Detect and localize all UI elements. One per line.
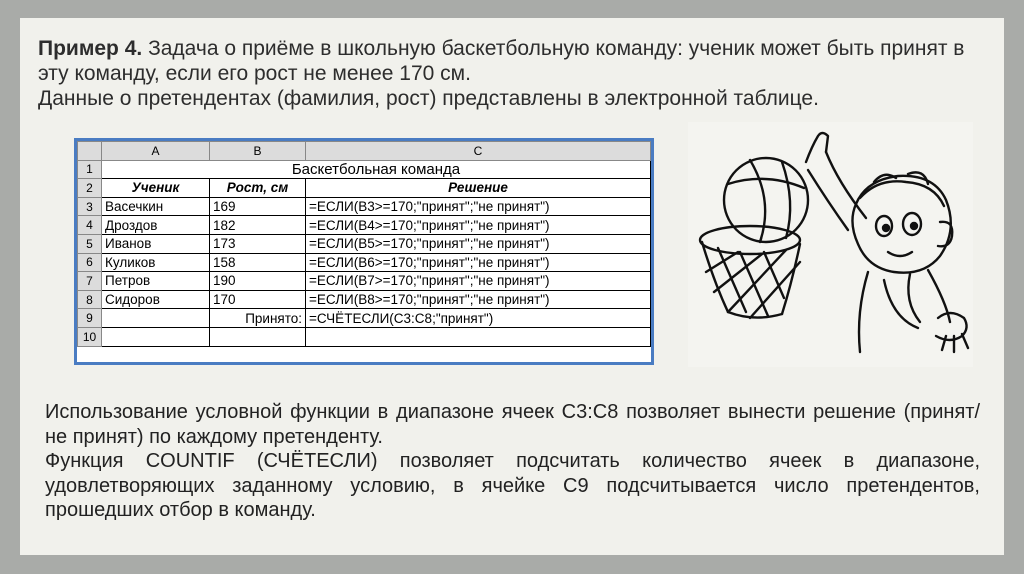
cell-height: 158 bbox=[210, 253, 306, 272]
column-header-row bbox=[78, 142, 651, 161]
cell-height: 173 bbox=[210, 234, 306, 253]
cell-empty bbox=[210, 327, 306, 346]
table-row bbox=[78, 160, 651, 179]
cell-name: Васечкин bbox=[102, 197, 210, 216]
cell-height: 170 bbox=[210, 290, 306, 309]
row-number: 4 bbox=[78, 216, 102, 235]
table-row bbox=[78, 179, 651, 198]
cell-formula: =ЕСЛИ(B5>=170;"принят";"не принят") bbox=[306, 234, 651, 253]
countif-formula: =СЧЁТЕСЛИ(C3:C8;"принят") bbox=[306, 309, 651, 328]
table-row bbox=[78, 327, 651, 346]
cell-height: 169 bbox=[210, 197, 306, 216]
cell-empty bbox=[306, 327, 651, 346]
cell-name: Петров bbox=[102, 272, 210, 291]
cell-name: Иванов bbox=[102, 234, 210, 253]
cell-empty bbox=[102, 309, 210, 328]
row-number: 2 bbox=[78, 179, 102, 198]
row-number: 5 bbox=[78, 234, 102, 253]
description-p2: Функция COUNTIF (СЧЁТЕСЛИ) позволяет подсчитать количество ячеек в диапазоне, удовлетворяющих заданному условию, в ячейке C9 подсчитывается число претендентов, прошедших отбор в команду. bbox=[45, 450, 980, 521]
cell-height: 190 bbox=[210, 272, 306, 291]
cell-formula: =ЕСЛИ(B7>=170;"принят";"не принят") bbox=[306, 272, 651, 291]
table-row bbox=[78, 234, 651, 253]
row-number: 8 bbox=[78, 290, 102, 309]
col-header-a: A bbox=[102, 142, 210, 161]
cell-empty bbox=[102, 327, 210, 346]
table-row bbox=[78, 253, 651, 272]
table-row bbox=[78, 216, 651, 235]
table-row bbox=[78, 272, 651, 291]
sheet-title: Баскетбольная команда bbox=[102, 160, 651, 179]
row-number: 1 bbox=[78, 160, 102, 179]
row-number: 6 bbox=[78, 253, 102, 272]
row-number: 7 bbox=[78, 272, 102, 291]
table-row bbox=[78, 309, 651, 328]
basketball-player-icon bbox=[688, 122, 973, 367]
row-number: 9 bbox=[78, 309, 102, 328]
example-label: Пример 4. bbox=[38, 37, 143, 60]
cell-formula: =ЕСЛИ(B4>=170;"принят";"не принят") bbox=[306, 216, 651, 235]
row-number: 10 bbox=[78, 327, 102, 346]
header-decision: Решение bbox=[306, 179, 651, 198]
header-height: Рост, см bbox=[210, 179, 306, 198]
col-header-c: C bbox=[306, 142, 651, 161]
description-p1: Использование условной функции в диапазоне ячеек C3:C8 позволяет вынести решение (принят/не принят) по каждому претенденту. bbox=[45, 401, 980, 448]
cell-formula: =ЕСЛИ(B8>=170;"принят";"не принят") bbox=[306, 290, 651, 309]
corner-cell bbox=[78, 142, 102, 161]
col-header-b: B bbox=[210, 142, 306, 161]
slide bbox=[20, 18, 1004, 555]
intro-text bbox=[38, 36, 978, 111]
intro-data-note: Данные о претендентах (фамилия, рост) представлены в электронной таблице. bbox=[38, 87, 819, 110]
cell-formula: =ЕСЛИ(B6>=170;"принят";"не принят") bbox=[306, 253, 651, 272]
row-number: 3 bbox=[78, 197, 102, 216]
intro-task: Задача о приёме в школьную баскетбольную команду: ученик может быть принят в эту команду, если его рост не менее 170 см. bbox=[38, 37, 965, 85]
spreadsheet-table bbox=[77, 141, 651, 347]
cell-formula: =ЕСЛИ(B3>=170;"принят";"не принят") bbox=[306, 197, 651, 216]
accepted-label: Принято: bbox=[210, 309, 306, 328]
cell-name: Куликов bbox=[102, 253, 210, 272]
table-row bbox=[78, 290, 651, 309]
cell-name: Сидоров bbox=[102, 290, 210, 309]
description bbox=[45, 400, 980, 523]
cell-name: Дроздов bbox=[102, 216, 210, 235]
header-student: Ученик bbox=[102, 179, 210, 198]
table-row bbox=[78, 197, 651, 216]
cell-height: 182 bbox=[210, 216, 306, 235]
spreadsheet bbox=[74, 138, 654, 365]
